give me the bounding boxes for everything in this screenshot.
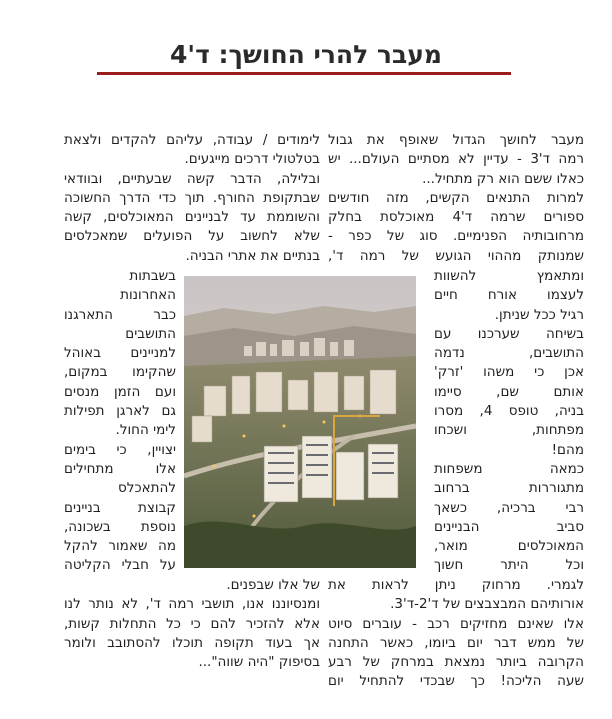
text-line: לעצמו אורח חיים — [434, 287, 584, 304]
text-line: שמנותק מההוי הגועש של רמה ד', — [328, 247, 584, 264]
text-line: ובלילה, הדבר קשה שבעתיים, ובוודאי — [64, 170, 320, 187]
text-line: האחרונות — [120, 287, 176, 304]
text-line: יצויין, כי בימים — [64, 441, 176, 458]
text-line: הקרובה ביותר נמצאת במרחק של רבע — [328, 654, 584, 671]
right-column-narrow — [434, 267, 584, 576]
text-line: בנתיים את אתרי הבניה. — [185, 247, 320, 264]
text-line: לימי החול. — [115, 422, 176, 439]
text-line: של אלו שבפנים. — [226, 577, 320, 593]
text-line: כבר התארגנו — [64, 306, 176, 323]
text-line: על חבלי הקליטה — [64, 557, 176, 574]
text-line: אך בעוד תקופה תוכלו להסתובב ולומר — [64, 634, 320, 651]
text-line: ומתאמץ להשוות — [434, 268, 584, 284]
text-line: אותם שם, סיימו — [434, 383, 584, 400]
text-line: סביב הבניינים — [434, 518, 584, 535]
text-line: מפתחות, ושכחו — [434, 422, 584, 439]
text-line: כמאה משפחות — [434, 460, 584, 477]
text-line: רמה ד'3 - עדיין לא מסתיים העולם... יש — [328, 151, 584, 168]
left-column-narrow — [64, 267, 176, 576]
text-line: מתגוררות ברחוב — [434, 480, 584, 497]
text-line: אלו שאינם מחזיקים רכב - עוברים סיוט — [328, 615, 584, 632]
text-line: לימודים / עבודה, עליהם להקדים ולצאת — [64, 132, 320, 148]
text-line: שעה הליכה! כך שבכדי להתחיל יום — [328, 673, 584, 690]
left-column-bottom — [64, 576, 320, 672]
left-column-top — [64, 131, 320, 266]
neighborhood-aerial-photo — [184, 276, 416, 568]
text-line: בשבתות — [129, 268, 176, 284]
right-column-top — [328, 131, 584, 266]
text-line: מה שאמור להקל — [64, 538, 176, 555]
text-line: התושבים, נדמה — [434, 345, 584, 362]
text-line: בטלטולי דרכים מייגעים. — [184, 151, 320, 168]
text-line: לגמרי. מרחוק ניתן לראות את — [328, 577, 584, 593]
text-line: למרות התנאים הקשים, מזה חודשים — [328, 189, 584, 206]
text-line: בסיפוק "היה שווה"... — [198, 654, 320, 671]
text-line: בניה, טופס 4, מסרו — [434, 403, 584, 420]
text-line: בשיחה שערכנו עם — [434, 325, 584, 342]
article-title: מעבר להרי החושך: ד'4 — [170, 40, 442, 69]
text-line: להתאכלס — [118, 480, 176, 497]
text-line: רבי ברכיה, כשאך — [434, 499, 584, 516]
text-line: של ממש דבר יום ביומו, כאשר התחנה — [328, 634, 584, 651]
text-line: ספורים שרמה ד'4 מאוכלסת בחלק — [328, 209, 584, 226]
text-line: גם לארגן תפילות — [64, 403, 176, 420]
right-column-bottom — [328, 576, 584, 692]
text-line: שלא לחשוב על הפועלים שמאכלסים — [64, 228, 320, 245]
text-line: מעבר לחושך הגדול שאופף את גבול — [328, 132, 584, 148]
text-line: רגיל ככל שניתן. — [494, 306, 584, 323]
text-line: ומנסיוננו אנו, תושבי רמה ד', לא נותר לנו — [64, 596, 320, 613]
text-line: וכל היתר חשוך — [434, 557, 584, 574]
text-line: התושבים — [125, 325, 176, 342]
text-line: מרחובותיה הפנימיים. סוג של כפר - — [328, 228, 584, 245]
text-line: מהם! — [551, 441, 584, 458]
text-line: ועם הזמן מנסים — [64, 383, 176, 400]
text-line: למניינים באוהל — [64, 345, 176, 362]
text-line: נוספת בשכונה, — [64, 518, 176, 535]
text-line: אכן כי משהו 'זרק' — [434, 364, 584, 381]
text-line: קבוצת בניינים — [64, 499, 176, 516]
text-line: שבתקופת החורף. תוך כדי הדרך החשוכה — [64, 189, 320, 206]
text-line: אורותיהם המבצבצים של ד'2-ד'3. — [390, 596, 584, 613]
text-line: אלא להזכיר להם כי כל התחלות קשות, — [64, 615, 320, 632]
text-line: כאלו ששם הוא רק מתחיל... — [422, 170, 584, 187]
text-line: שהקימו במקום, — [64, 364, 176, 381]
text-line: אלו מתחילים — [64, 460, 176, 477]
text-line: המאוכלסים מואר, — [434, 538, 584, 555]
text-line: והשוממת עד לבניינים המאוכלסים, קשה — [64, 209, 320, 226]
title-underline — [97, 72, 511, 75]
